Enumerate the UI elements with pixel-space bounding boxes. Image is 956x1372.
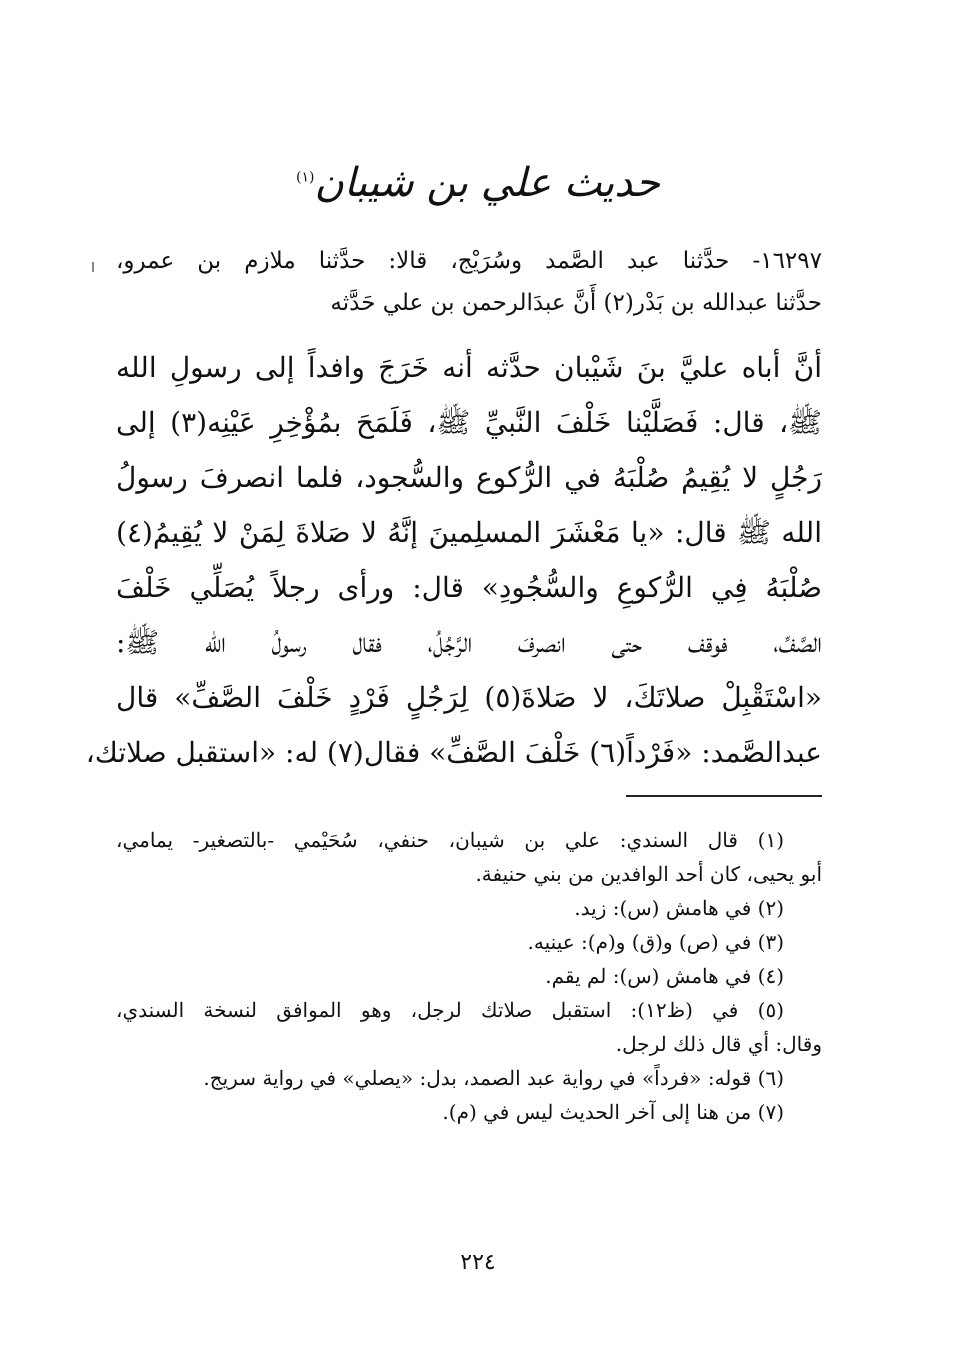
page-number: ٢٢٤ [460, 1250, 496, 1275]
section-title [0, 160, 956, 206]
footnote-line: (٧) من هنا إلى آخر الحديث ليس في (م). [442, 1100, 784, 1124]
margin-mark [92, 262, 94, 272]
isnad-paragraph [116, 240, 822, 324]
footnote-line: (٥) في (ظ١٢): استقبل صلاتك لرجل، وهو الموافق لنسخة السندي، [116, 998, 784, 1022]
matn-line: الصَّفِّ، فوقف حتى انصرفَ الرَّجُلُ، فقال رسولُ الله ﷺ: [116, 626, 822, 659]
matn-paragraph [85, 340, 822, 780]
footnote-line: (١) قال السندي: علي بن شيبان، حنفي، سُحَيْمي -بالتصغير- يمامي، [116, 828, 784, 852]
footnote-line: (٦) قوله: «فرداً» في رواية عبد الصمد، بدل: «يصلي» في رواية سريج. [203, 1066, 784, 1090]
matn-line: أنَّ أباه عليَّ بنَ شَيْبان حدَّثه أنه خَرَجَ وافداً إلى رسولِ الله [116, 351, 822, 384]
footnote-line: (٢) في هامش (س): زيد. [574, 896, 784, 920]
footnotes [116, 823, 822, 1129]
title-footnote-ref: (١) [296, 169, 315, 186]
footnote-separator [626, 795, 822, 797]
footnote-line: (٣) في (ص) و(ق) و(م): عينيه. [527, 930, 784, 954]
matn-line: عبدالصَّمد: «فَرْداً(٦) خَلْفَ الصَّفِّ» فقال(٧) له: «استقبل صلاتك، [85, 736, 822, 769]
isnad-line: ١٦٢٩٧- حدَّثنا عبد الصَّمد وسُرَيْج، قالا: حدَّثنا ملازم بن عمرو، [116, 248, 822, 274]
footnote-line: أبو يحيى، كان أحد الوافدين من بني حنيفة. [475, 862, 822, 886]
isnad-line: حدَّثنا عبدالله بن بَدْر(٢) أَنَّ عبدَالرحمن بن علي حَدَّثه [330, 290, 822, 316]
matn-line: رَجُلٍ لا يُقِيمُ صُلْبَهُ في الرُّكوع والسُّجود، فلما انصرفَ رسولُ [116, 461, 822, 494]
footnote-line: وقال: أي قال ذلك لرجل. [615, 1032, 822, 1056]
matn-line: «اسْتَقْبِلْ صلاتَكَ، لا صَلاةَ(٥) لِرَجُلٍ فَرْدٍ خَلْفَ الصَّفِّ» قال [116, 681, 822, 714]
matn-line: ﷺ، قال: فَصَلَّيْنا خَلْفَ النَّبيِّ ﷺ، فَلَمَحَ بمُؤْخِرِ عَيْنِه(٣) إلى [116, 406, 822, 439]
footnote-line: (٤) في هامش (س): لم يقم. [545, 964, 784, 988]
section-title-text: حديث علي بن شيبان [314, 160, 660, 206]
matn-line: الله ﷺ قال: «يا مَعْشَرَ المسلِمينَ إنَّهُ لا صَلاةَ لِمَنْ لا يُقِيمُ(٤) [116, 516, 822, 549]
matn-line: صُلْبَهُ فِي الرُّكوعِ والسُّجُودِ» قال: ورأى رجلاً يُصَلِّي خَلْفَ [116, 571, 822, 604]
